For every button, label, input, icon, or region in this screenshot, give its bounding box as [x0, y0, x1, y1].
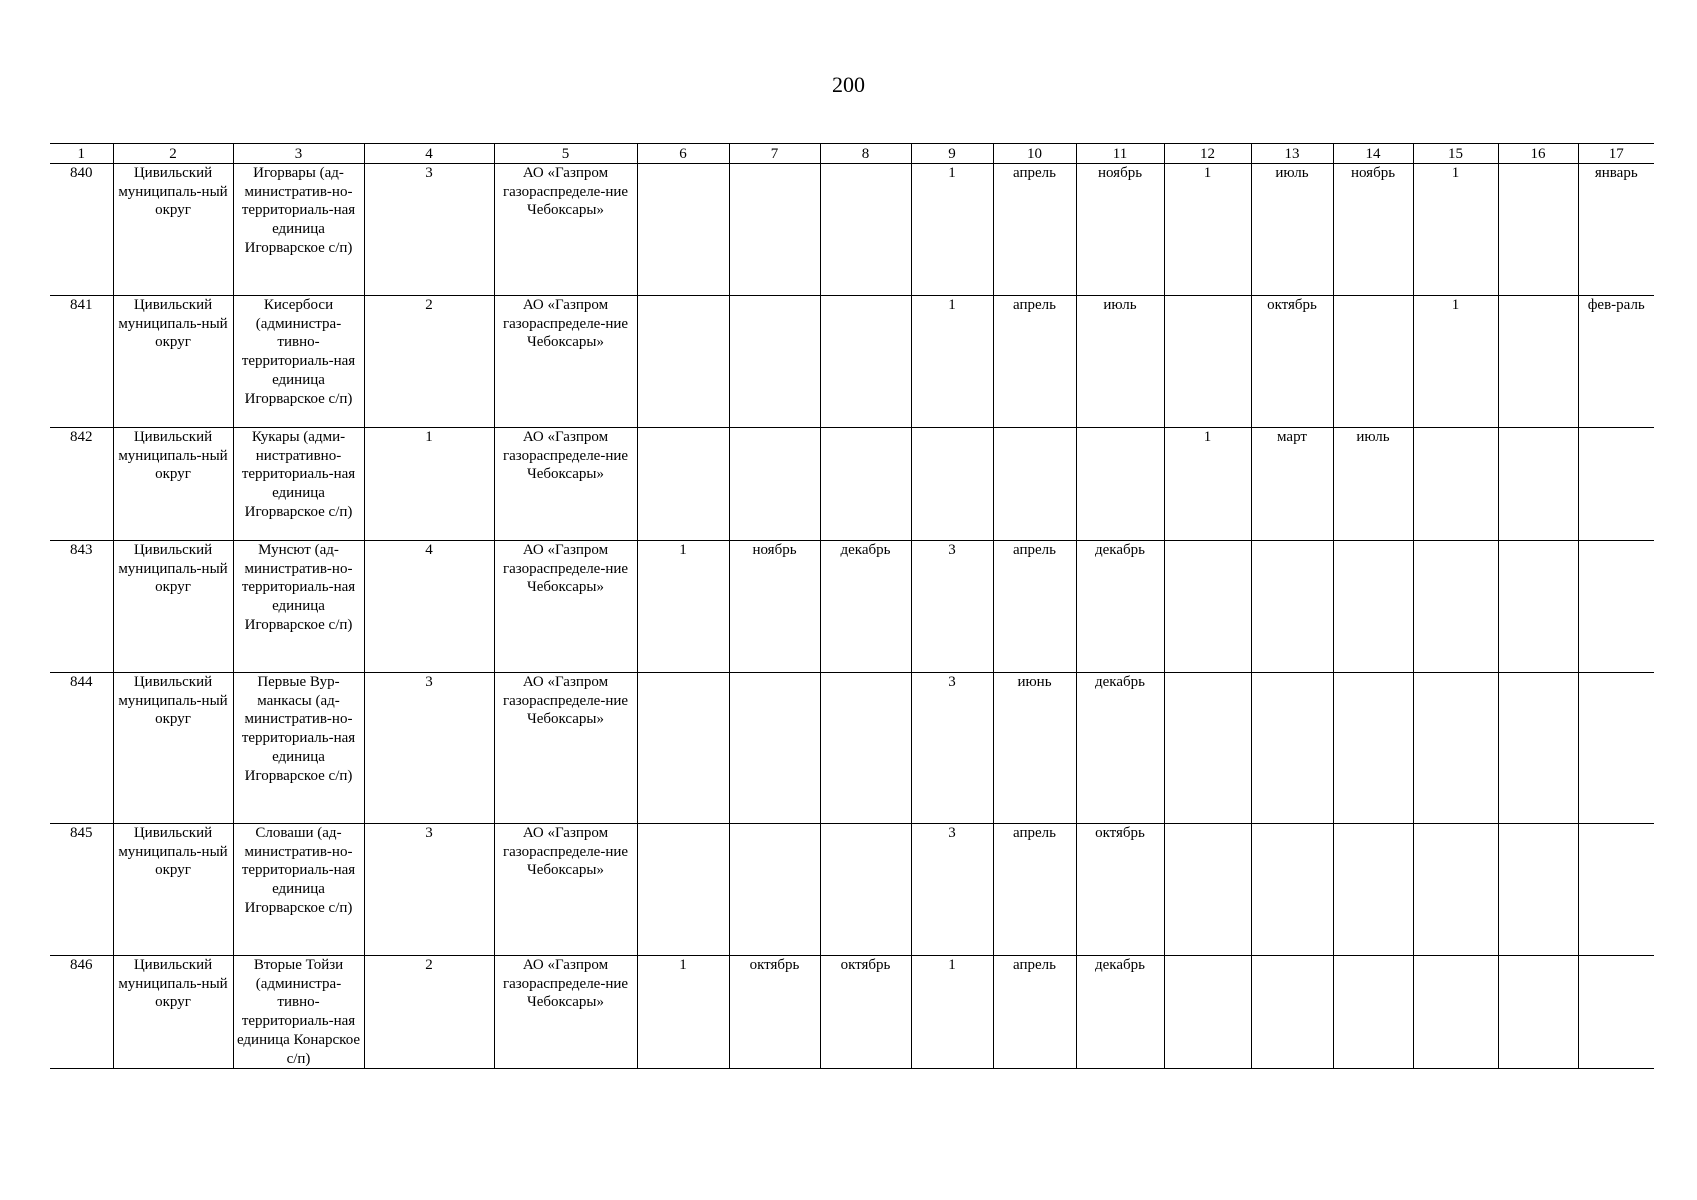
column-header: 1: [50, 144, 113, 164]
column-header: 9: [911, 144, 993, 164]
organization-cell: АО «Газпром газораспределе-ние Чебоксары»: [494, 164, 637, 296]
cell-col-8: октябрь: [820, 956, 911, 1069]
cell-col-12: [1164, 956, 1251, 1069]
column-header: 6: [637, 144, 729, 164]
cell-col-13: [1251, 824, 1333, 956]
column-header: 11: [1076, 144, 1164, 164]
page-number: 200: [832, 72, 865, 97]
district-cell: Цивильский муниципаль-ный округ: [113, 673, 233, 824]
cell-col-7: ноябрь: [729, 541, 820, 673]
column-header: 14: [1333, 144, 1413, 164]
cell-col-15: [1413, 824, 1498, 956]
cell-col-7: [729, 296, 820, 428]
locality-cell: Кукары (адми-нистративно-территориаль-ная единица Игорварское с/п): [233, 428, 364, 541]
table-row: [50, 673, 1654, 824]
cell-col-11: декабрь: [1076, 673, 1164, 824]
cell-col-16: [1498, 673, 1578, 824]
cell-col-6: [637, 164, 729, 296]
cell-col-10: июнь: [993, 673, 1076, 824]
cell-col-16: [1498, 956, 1578, 1069]
column-header: 13: [1251, 144, 1333, 164]
locality-cell: Первые Вур-манкасы (ад-министратив-но-территориаль-ная единица Игорварское с/п): [233, 673, 364, 824]
cell-col-6: [637, 296, 729, 428]
cell-col-17: [1578, 541, 1654, 673]
cell-col-9: 3: [911, 673, 993, 824]
cell-col-13: март: [1251, 428, 1333, 541]
cell-col-13: июль: [1251, 164, 1333, 296]
cell-col-15: [1413, 428, 1498, 541]
column-header: 4: [364, 144, 494, 164]
cell-col-11: [1076, 428, 1164, 541]
cell-col-7: [729, 164, 820, 296]
district-cell: Цивильский муниципаль-ный округ: [113, 428, 233, 541]
cell-col-16: [1498, 824, 1578, 956]
cell-col-12: [1164, 296, 1251, 428]
column-number-row: [50, 144, 1654, 164]
cell-col-4: 3: [364, 164, 494, 296]
cell-col-4: 4: [364, 541, 494, 673]
cell-col-4: 1: [364, 428, 494, 541]
row-number: 846: [50, 956, 113, 1069]
cell-col-7: [729, 673, 820, 824]
cell-col-8: [820, 824, 911, 956]
organization-cell: АО «Газпром газораспределе-ние Чебоксары»: [494, 428, 637, 541]
cell-col-11: июль: [1076, 296, 1164, 428]
cell-col-14: [1333, 296, 1413, 428]
cell-col-10: апрель: [993, 296, 1076, 428]
district-cell: Цивильский муниципаль-ный округ: [113, 164, 233, 296]
locality-cell: Словаши (ад-министратив-но-территориаль-ная единица Игорварское с/п): [233, 824, 364, 956]
cell-col-4: 2: [364, 956, 494, 1069]
column-header: 15: [1413, 144, 1498, 164]
column-header: 12: [1164, 144, 1251, 164]
cell-col-17: [1578, 956, 1654, 1069]
cell-col-11: декабрь: [1076, 541, 1164, 673]
column-header: 5: [494, 144, 637, 164]
column-header: 17: [1578, 144, 1654, 164]
cell-col-7: [729, 428, 820, 541]
cell-col-15: [1413, 541, 1498, 673]
cell-col-16: [1498, 428, 1578, 541]
cell-col-13: [1251, 956, 1333, 1069]
cell-col-8: декабрь: [820, 541, 911, 673]
cell-col-13: [1251, 541, 1333, 673]
cell-col-15: 1: [1413, 164, 1498, 296]
cell-col-10: апрель: [993, 956, 1076, 1069]
cell-col-15: [1413, 956, 1498, 1069]
cell-col-6: [637, 428, 729, 541]
organization-cell: АО «Газпром газораспределе-ние Чебоксары»: [494, 541, 637, 673]
cell-col-17: [1578, 428, 1654, 541]
cell-col-6: [637, 673, 729, 824]
cell-col-7: [729, 824, 820, 956]
cell-col-10: апрель: [993, 824, 1076, 956]
cell-col-12: [1164, 673, 1251, 824]
cell-col-16: [1498, 296, 1578, 428]
row-number: 842: [50, 428, 113, 541]
cell-col-14: [1333, 673, 1413, 824]
cell-col-12: [1164, 824, 1251, 956]
column-header: 8: [820, 144, 911, 164]
cell-col-8: [820, 296, 911, 428]
cell-col-14: ноябрь: [1333, 164, 1413, 296]
cell-col-9: 1: [911, 956, 993, 1069]
row-number: 841: [50, 296, 113, 428]
cell-col-8: [820, 673, 911, 824]
cell-col-9: 1: [911, 296, 993, 428]
cell-col-10: апрель: [993, 164, 1076, 296]
cell-col-16: [1498, 164, 1578, 296]
cell-col-9: 3: [911, 824, 993, 956]
table-row: [50, 296, 1654, 428]
cell-col-17: [1578, 673, 1654, 824]
row-number: 845: [50, 824, 113, 956]
cell-col-17: фев-раль: [1578, 296, 1654, 428]
column-header: 10: [993, 144, 1076, 164]
cell-col-6: [637, 824, 729, 956]
table-row: [50, 956, 1654, 1069]
district-cell: Цивильский муниципаль-ный округ: [113, 296, 233, 428]
cell-col-11: октябрь: [1076, 824, 1164, 956]
cell-col-14: июль: [1333, 428, 1413, 541]
cell-col-9: [911, 428, 993, 541]
locality-cell: Игорвары (ад-министратив-но-территориаль-ная единица Игорварское с/п): [233, 164, 364, 296]
cell-col-14: [1333, 541, 1413, 673]
cell-col-12: 1: [1164, 428, 1251, 541]
cell-col-11: декабрь: [1076, 956, 1164, 1069]
cell-col-9: 3: [911, 541, 993, 673]
cell-col-6: 1: [637, 541, 729, 673]
table-row: [50, 824, 1654, 956]
cell-col-8: [820, 164, 911, 296]
cell-col-4: 3: [364, 673, 494, 824]
cell-col-15: [1413, 673, 1498, 824]
table-row: [50, 164, 1654, 296]
cell-col-10: апрель: [993, 541, 1076, 673]
row-number: 843: [50, 541, 113, 673]
cell-col-16: [1498, 541, 1578, 673]
column-header: 3: [233, 144, 364, 164]
district-cell: Цивильский муниципаль-ный округ: [113, 824, 233, 956]
cell-col-4: 3: [364, 824, 494, 956]
cell-col-13: октябрь: [1251, 296, 1333, 428]
column-header: 7: [729, 144, 820, 164]
gas-schedule-table: [50, 143, 1654, 1069]
organization-cell: АО «Газпром газораспределе-ние Чебоксары»: [494, 296, 637, 428]
cell-col-13: [1251, 673, 1333, 824]
district-cell: Цивильский муниципаль-ный округ: [113, 956, 233, 1069]
cell-col-14: [1333, 956, 1413, 1069]
locality-cell: Кисербоси (администра-тивно-территориаль-ная единица Игорварское с/п): [233, 296, 364, 428]
district-cell: Цивильский муниципаль-ный округ: [113, 541, 233, 673]
cell-col-12: [1164, 541, 1251, 673]
cell-col-15: 1: [1413, 296, 1498, 428]
table-row: [50, 428, 1654, 541]
table-row: [50, 541, 1654, 673]
cell-col-10: [993, 428, 1076, 541]
cell-col-9: 1: [911, 164, 993, 296]
organization-cell: АО «Газпром газораспределе-ние Чебоксары»: [494, 956, 637, 1069]
locality-cell: Мунсют (ад-министратив-но-территориаль-ная единица Игорварское с/п): [233, 541, 364, 673]
column-header: 2: [113, 144, 233, 164]
cell-col-8: [820, 428, 911, 541]
cell-col-12: 1: [1164, 164, 1251, 296]
cell-col-7: октябрь: [729, 956, 820, 1069]
organization-cell: АО «Газпром газораспределе-ние Чебоксары»: [494, 824, 637, 956]
cell-col-6: 1: [637, 956, 729, 1069]
locality-cell: Вторые Тойзи (администра-тивно-территориаль-ная единица Конарское с/п): [233, 956, 364, 1069]
cell-col-14: [1333, 824, 1413, 956]
cell-col-4: 2: [364, 296, 494, 428]
column-header: 16: [1498, 144, 1578, 164]
cell-col-17: январь: [1578, 164, 1654, 296]
organization-cell: АО «Газпром газораспределе-ние Чебоксары»: [494, 673, 637, 824]
cell-col-11: ноябрь: [1076, 164, 1164, 296]
cell-col-17: [1578, 824, 1654, 956]
row-number: 840: [50, 164, 113, 296]
row-number: 844: [50, 673, 113, 824]
